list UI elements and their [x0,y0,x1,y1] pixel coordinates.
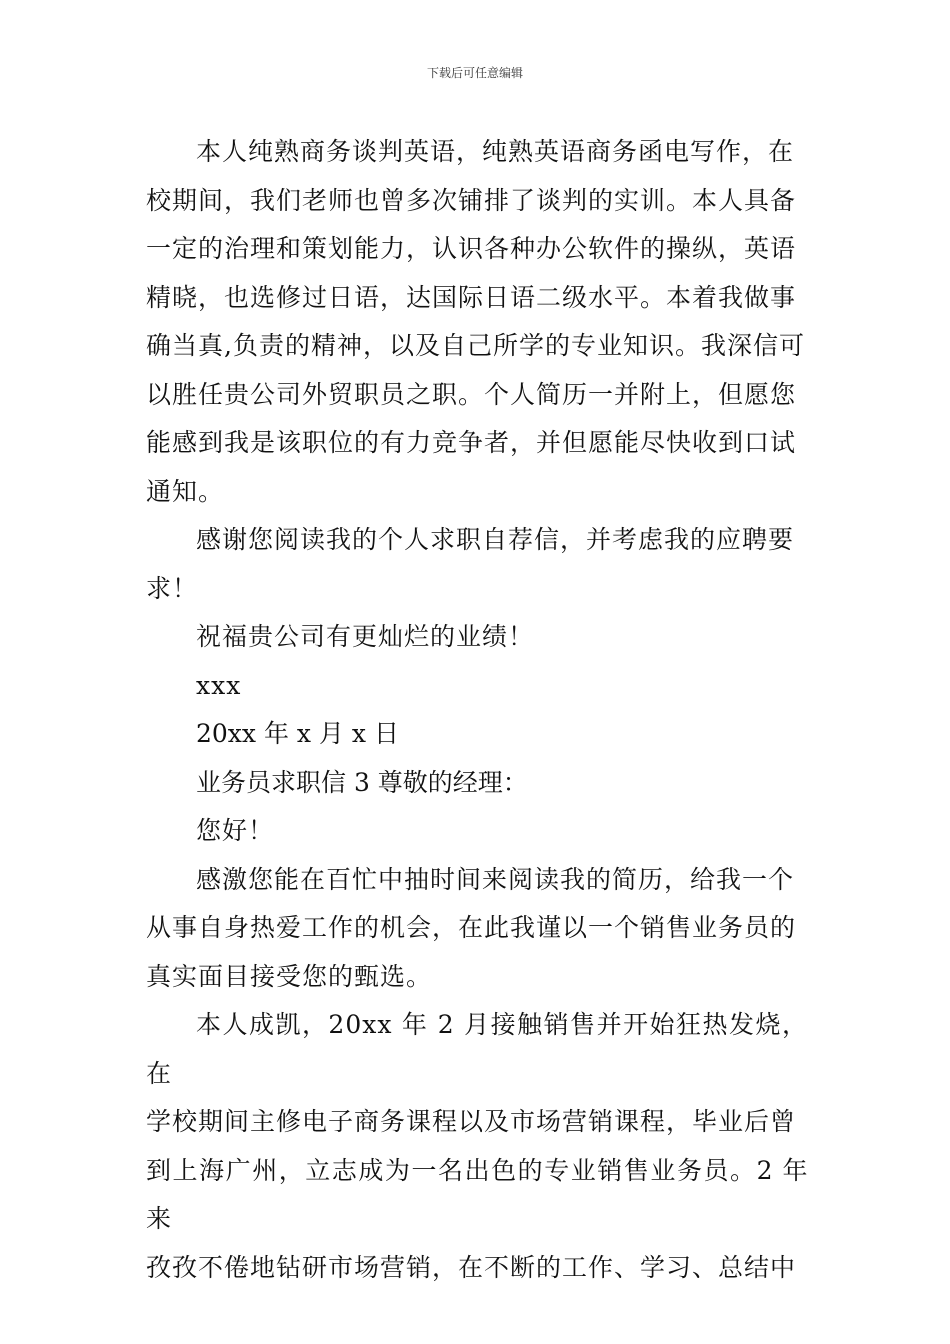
text-line: 能感到我是该职位的有力竞争者，并但愿能尽快收到口试 [146,428,797,457]
letter-body [146,128,808,1292]
paragraph-qualifications [146,128,808,516]
text-line: 本人纯熟商务谈判英语，纯熟英语商务函电写作，在 [196,137,795,166]
text-line: 确当真,负责的精神，以及自己所学的专业知识。我深信可 [146,331,805,360]
paragraph-gratitude [146,856,808,1002]
text-line: 到上海广州，立志成为一名出色的专业销售业务员。2 年来 [146,1155,808,1233]
text-line: 孜孜不倦地钻研市场营销，在不断的工作、学习、总结中 [146,1252,797,1282]
text-line: 以胜任贵公司外贸职员之职。个人简历一并附上，但愿您 [146,379,797,409]
signature-name: xxx [196,670,242,700]
text-line: 精晓，也选修过日语，达国际日语二级水平。本着我做事 [146,282,797,312]
letter-3-salutation: 业务员求职信 3 尊敬的经理： [196,767,528,797]
text-line: 一定的治理和策划能力，认识各种办公软件的操纵，英语 [146,234,797,263]
paragraph-wishes: 祝福贵公司有更灿烂的业绩！ [196,622,535,651]
text-line: 校期间，我们老师也曾多次铺排了谈判的实训。本人具备 [146,185,797,215]
paragraph-thanks [146,516,808,613]
paragraph-self-intro [146,1001,808,1292]
text-line: 学校期间主修电子商务课程以及市场营销课程，毕业后曾 [146,1107,797,1136]
text-line: 求！ [146,573,199,603]
text-line: 感激您能在百忙中抽时间来阅读我的简历，给我一个 [196,864,795,894]
text-line: 真实面目接受您的甄选。 [146,961,433,991]
text-line: 本人成凯，20xx 年 2 月接触销售并开始狂热发烧，在 [146,1010,808,1088]
text-line: 从事自身热爱工作的机会，在此我谨以一个销售业务员的 [146,913,797,942]
text-line: 感谢您阅读我的个人求职自荐信，并考虑我的应聘要 [196,525,795,554]
text-line: 通知。 [146,476,225,506]
greeting: 您好！ [196,816,275,845]
signature-date: 20xx 年 x 月 x 日 [196,719,399,748]
header-note: 下载后可任意编辑 [426,66,523,80]
